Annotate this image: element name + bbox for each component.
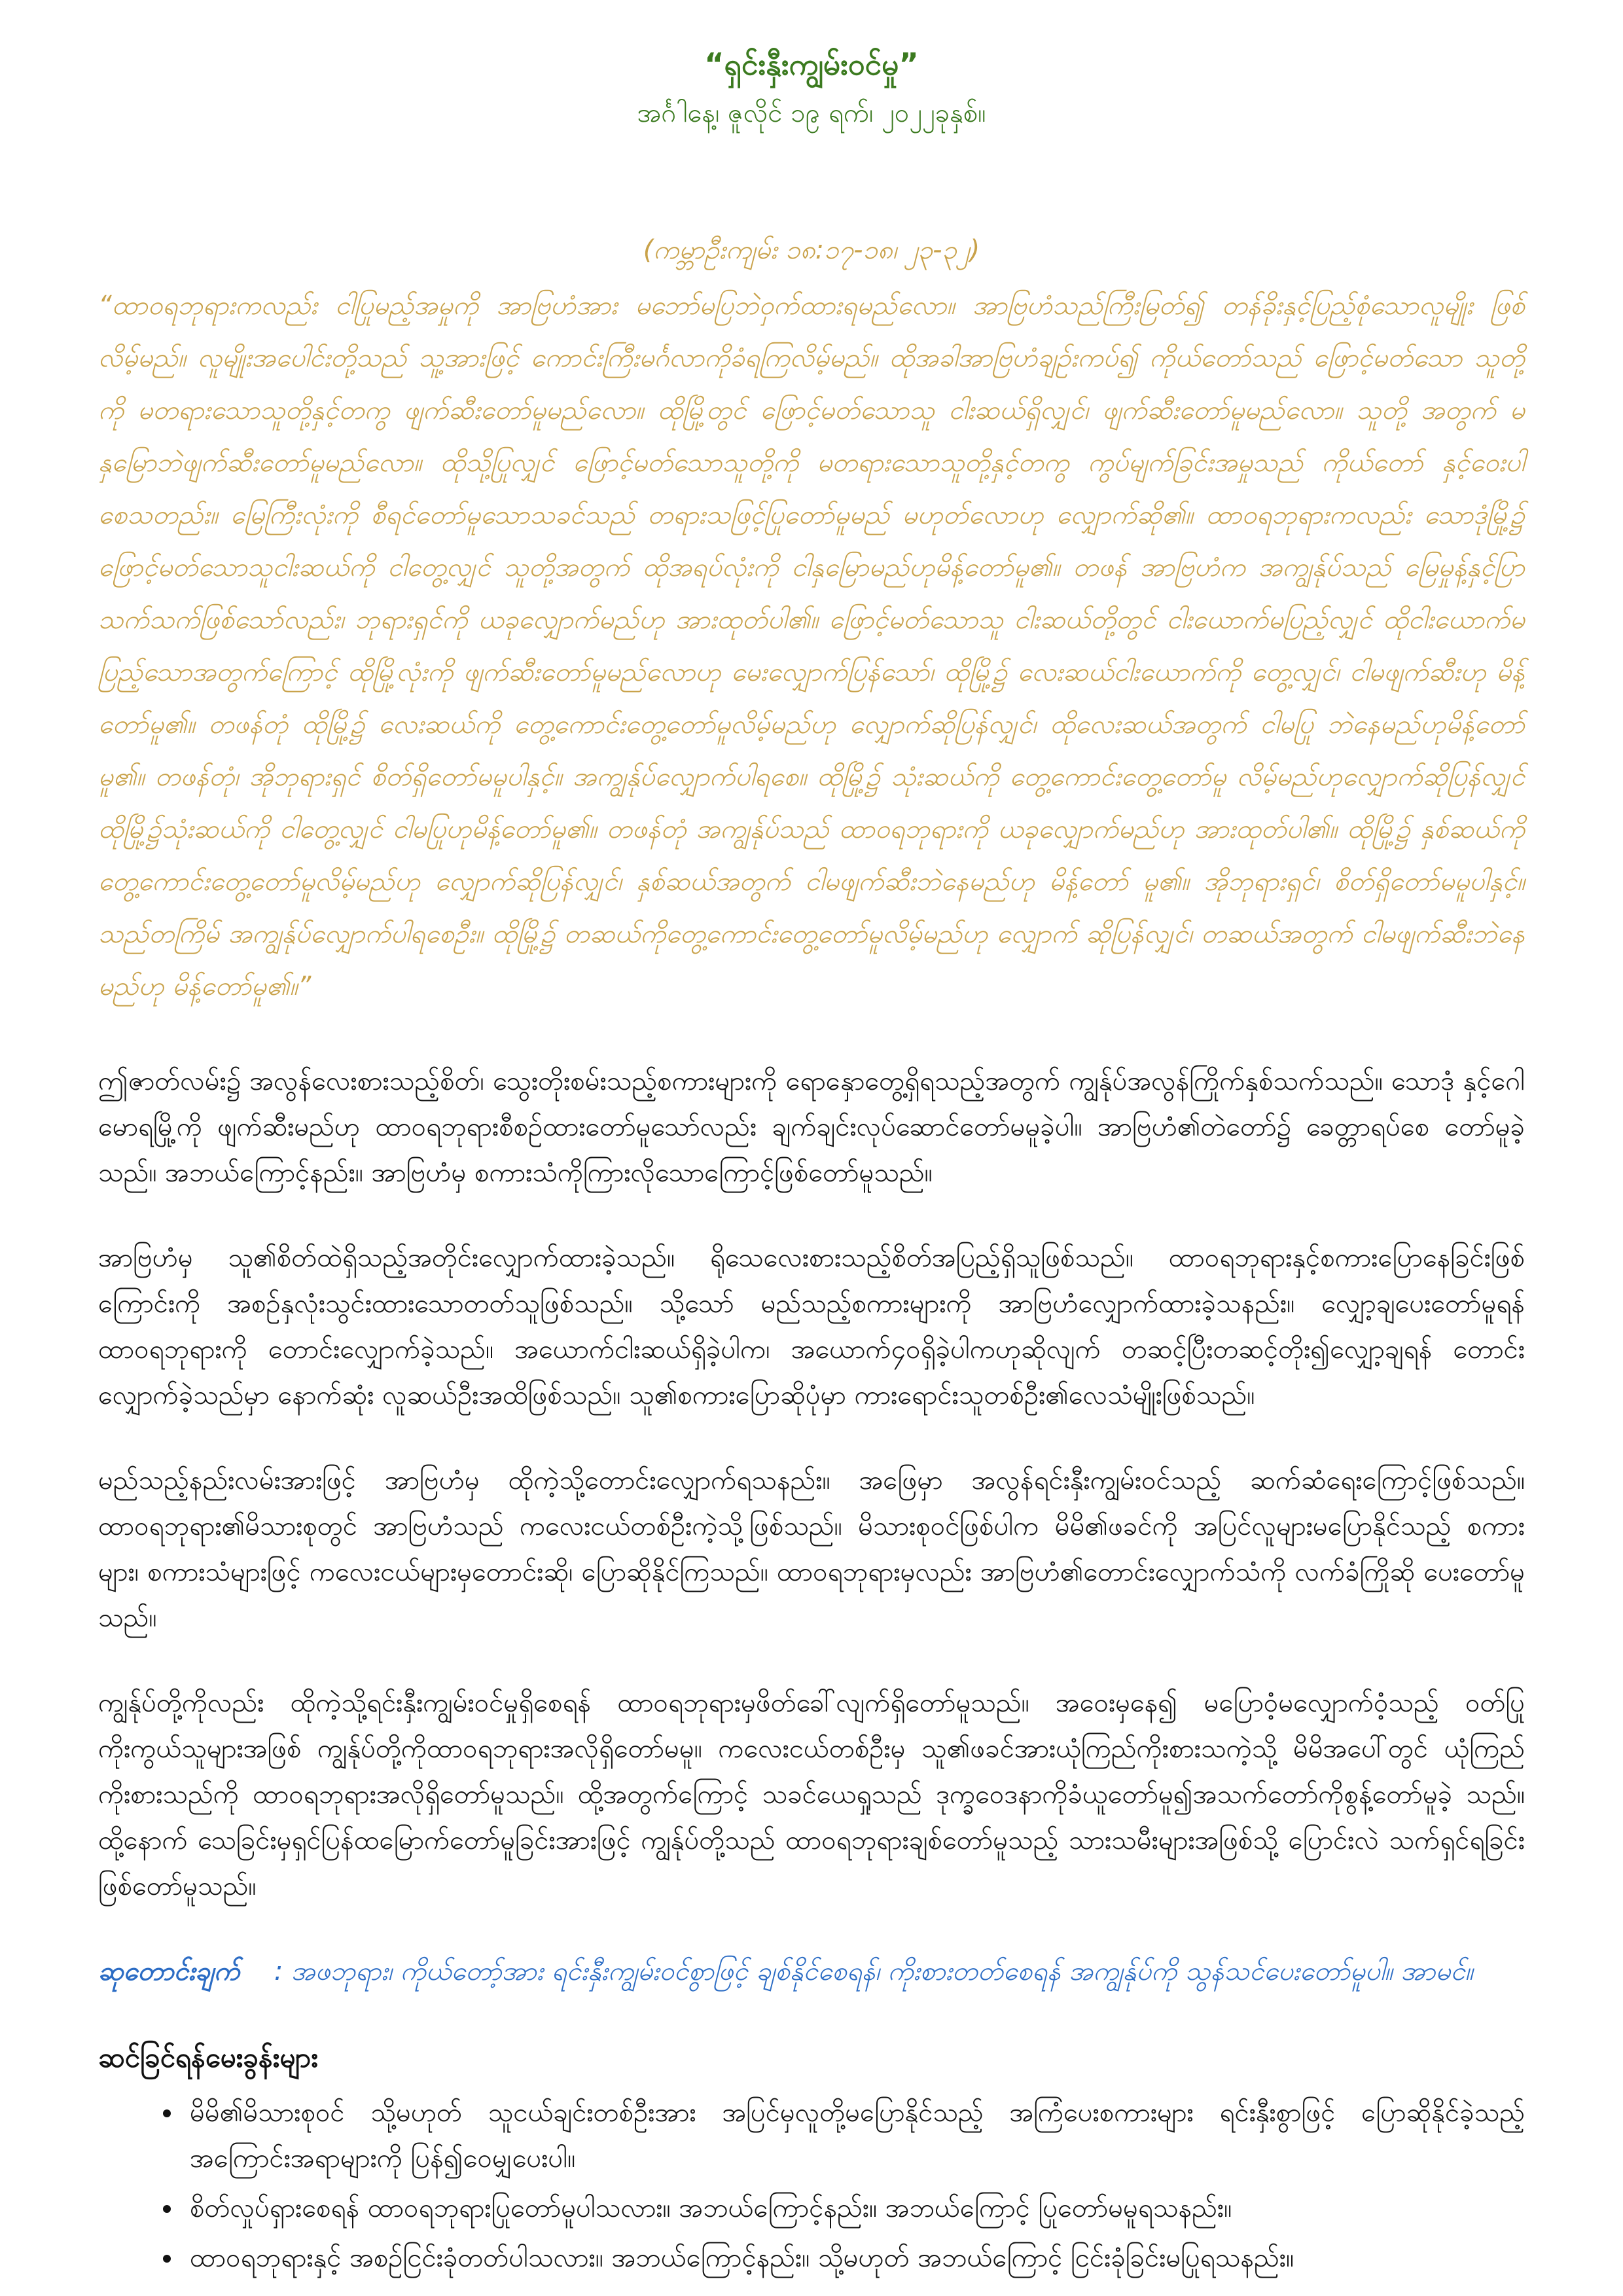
devotional-title: “ရှင်းနှီးကျွမ်းဝင်မှု” xyxy=(704,46,919,82)
body-paragraph-2: အာဗြဟံမှ သူ၏စိတ်ထဲရှိသည့်အတိုင်းလျှောက်ထားခဲ့သည်။ ရိုသေလေးစားသည့်စိတ်အပြည့်ရှိသူဖြစ်သည်။ ထာဝရဘုရားနှင့်စကားပြောနေခြင်းဖြစ် ကြောင်းကို အစဉ်နှလုံးသွင်းထားသောတတ်သူဖြစ်သည်။ သို့သော် မည်သည့်စကားများကို အာဗြဟံလျှောက်ထားခဲ့သနည်း။ လျှော့ချပေးတော်မူရန် ထာဝရဘုရားကို တောင်းလျှောက်ခဲ့သည်။ အယောက်ငါးဆယ်ရှိခဲ့ပါက၊ အယောက်၄၀ရှိခဲ့ပါကဟုဆိုလျက် တဆင့်ပြီးတဆင့်တိုး၍လျှော့ချရန် တောင်း လျှောက်ခဲ့သည်မှာ နောက်ဆုံး လူဆယ်ဦးအထိဖြစ်သည်။ သူ၏စကားပြောဆိုပုံမှာ ကားရောင်းသူတစ်ဦး၏လေသံမျိုးဖြစ်သည်။ xyxy=(98,1243,1525,1410)
question-item-3: • ထာဝရဘုရားနှင့် အစဉ်ငြင်းခုံတတ်ပါသလား။ အဘယ်ကြောင့်နည်း။ သို့မဟုတ် အဘယ်ကြောင့် ငြင်းခုံခြင်းမပြုရသနည်း။ xyxy=(183,2235,1525,2281)
questions-list xyxy=(98,2090,1525,2281)
scripture-reference: (ကမ္ဘာဦးကျမ်း ၁၈:၁၇-၁၈၊ ၂၃-၃၂) xyxy=(643,235,980,265)
body-paragraph-4: ကျွန်ုပ်တို့ကိုလည်း ထိုကဲ့သို့ရင်းနှီးကျွမ်းဝင်မှုရှိစေရန် ထာဝရဘုရားမှဖိတ်ခေါ်လျက်ရှိတော်မူသည်။ အဝေးမှနေ၍ မပြောဝံ့မလျှောက်ဝံ့သည့် ဝတ်ပြု ကိုးကွယ်သူများအဖြစ် ကျွန်ုပ်တို့ကိုထာဝရဘုရားအလိုရှိတော်မမူ။ ကလေးငယ်တစ်ဦးမှ သူ၏ဖခင်အားယုံကြည်ကိုးစားသကဲ့သို့ မိမိအပေါ်တွင် ယုံကြည် ကိုးစားသည်ကို ထာဝရဘုရားအလိုရှိတော်မူသည်။ ထို့အတွက်ကြောင့် သခင်ယေရှုသည် ဒုက္ခဝေဒနာကိုခံယူတော်မူ၍အသက်တော်ကိုစွန့်တော်မူခဲ့ သည်။ ထို့နောက် သေခြင်းမှရှင်ပြန်ထမြောက်တော်မူခြင်းအားဖြင့် ကျွန်ုပ်တို့သည် ထာဝရဘုရားချစ်တော်မူသည့် သားသမီးများအဖြစ်သို့ ပြောင်းလဲ သက်ရှင်ရခြင်းဖြစ်တော်မူသည်။ xyxy=(98,1688,1525,1901)
questions-title: ဆင်ခြင်ရန်မေးခွန်းများ xyxy=(98,2041,318,2073)
prayer-section xyxy=(98,1948,1525,1994)
question-item-1: • မိမိ၏မိသားစုဝင် သို့မဟုတ် သူငယ်ချင်းတစ်ဦးအား အပြင်မှလူတို့မပြောနိုင်သည့် အကြံပေးစကားများ ရင်းနှီးစွာဖြင့် ပြောဆိုနိုင်ခဲ့သည့် အကြောင်းအရာများကို ပြန်၍ဝေမျှပေးပါ။ xyxy=(183,2090,1525,2181)
devotional-date: အင်္ဂါနေ့၊ ဇူလိုင် ၁၉ ရက်၊ ၂၀၂၂ခုနှစ်။ xyxy=(637,98,986,128)
question-item-2: • စိတ်လှုပ်ရှားစေရန် ထာဝရဘုရားပြုတော်မူပါသလား။ အဘယ်ကြောင့်နည်း။ အဘယ်ကြောင့် ပြုတော်မမူရသနည်း။ xyxy=(183,2185,1525,2231)
scripture-quote: “ထာဝရဘုရားကလည်း ငါပြုမည့်အမှုကို အာဗြဟံအား မဘော်မပြဘဲဝှက်ထားရမည်လော။ အာဗြဟံသည်ကြီးမြတ်၍ တန်ခိုးနှင့်ပြည့်စုံသောလူမျိုး ဖြစ်လိမ့်မည်။ လူမျိုးအပေါင်းတို့သည် သူ့အားဖြင့် ကောင်းကြီးမင်္ဂလာကိုခံရကြလိမ့်မည်။ ထိုအခါအာဗြဟံချဉ်းကပ်၍ ကိုယ်တော်သည် ဖြောင့်မတ်သော သူတို့ကို မတရားသောသူတို့နှင့်တကွ ဖျက်ဆီးတော်မူမည်လော။ ထိုမြို့တွင် ဖြောင့်မတ်သောသူ ငါးဆယ်ရှိလျှင်၊ ဖျက်ဆီးတော်မူမည်လော။ သူတို့ အတွက် မနှမြောဘဲဖျက်ဆီးတော်မူမည်လော။ ထိုသို့ပြုလျှင် ဖြောင့်မတ်သောသူတို့ကို မတရားသောသူတို့နှင့်တကွ ကွပ်မျက်ခြင်းအမှုသည် ကိုယ်တော် နှင့်ဝေးပါစေသတည်း။ မြေကြီးလုံးကို စီရင်တော်မူသောသခင်သည် တရားသဖြင့်ပြုတော်မူမည် မဟုတ်လောဟု လျှောက်ဆို၏။ ထာဝရဘုရားကလည်း သောဒုံမြို့၌ ဖြောင့်မတ်သောသူငါးဆယ်ကို ငါတွေ့လျှင် သူတို့အတွက် ထိုအရပ်လုံးကို ငါနှမြောမည်ဟုမိန့်တော်မူ၏။ တဖန် အာဗြဟံက အကျွန်ုပ်သည် မြေမှုန့်နှင့်ပြာသက်သက်ဖြစ်သော်လည်း၊ ဘုရားရှင်ကို ယခုလျှောက်မည်ဟု အားထုတ်ပါ၏။ ဖြောင့်မတ်သောသူ ငါးဆယ်တို့တွင် ငါးယောက်မပြည့်လျှင် ထိုငါးယောက်မပြည့်သောအတွက်ကြောင့် ထိုမြို့လုံးကို ဖျက်ဆီးတော်မူမည်လောဟု မေးလျှောက်ပြန်သော်၊ ထိုမြို့၌ လေးဆယ်ငါးယောက်ကို တွေ့လျှင်၊ ငါမဖျက်ဆီးဟု မိန့်တော်မူ၏။ တဖန်တုံ ထိုမြို့၌ လေးဆယ်ကို တွေ့ကောင်းတွေ့တော်မူလိမ့်မည်ဟု လျှောက်ဆိုပြန်လျှင်၊ ထိုလေးဆယ်အတွက် ငါမပြု ဘဲနေမည်ဟုမိန့်တော်မူ၏။ တဖန်တုံ၊ အိုဘုရားရှင် စိတ်ရှိတော်မမူပါနှင့်။ အကျွန်ုပ်လျှောက်ပါရစေ။ ထိုမြို့၌ သုံးဆယ်ကို တွေ့ကောင်းတွေ့တော်မူ လိမ့်မည်ဟုလျှောက်ဆိုပြန်လျှင် ထိုမြို့၌သုံးဆယ်ကို ငါတွေ့လျှင် ငါမပြုဟုမိန့်တော်မူ၏။ တဖန်တုံ အကျွန်ုပ်သည် ထာဝရဘုရားကို ယခုလျှောက်မည်ဟု အားထုတ်ပါ၏။ ထိုမြို့၌ နှစ်ဆယ်ကို တွေ့ကောင်းတွေ့တော်မူလိမ့်မည်ဟု လျှောက်ဆိုပြန်လျှင်၊ နှစ်ဆယ်အတွက် ငါမဖျက်ဆီးဘဲနေမည်ဟု မိန့်တော် မူ၏။ အိုဘုရားရှင်၊ စိတ်ရှိတော်မမူပါနှင့်။ သည်တကြိမ် အကျွန်ုပ်လျှောက်ပါရစေဦး။ ထိုမြို့၌ တဆယ်ကိုတွေ့ကောင်းတွေ့တော်မူလိမ့်မည်ဟု လျှောက် ဆိုပြန်လျှင်၊ တဆယ်အတွက် ငါမဖျက်ဆီးဘဲနေမည်ဟု မိန့်တော်မူ၏။” xyxy=(98,291,1525,1001)
body-paragraph-3: မည်သည့်နည်းလမ်းအားဖြင့် အာဗြဟံမှ ထိုကဲ့သို့တောင်းလျှောက်ရသနည်း။ အဖြေမှာ အလွန်ရင်းနှီးကျွမ်းဝင်သည့် ဆက်ဆံရေးကြောင့်ဖြစ်သည်။ ထာဝရဘုရား၏မိသားစုတွင် အာဗြဟံသည် ကလေးငယ်တစ်ဦးကဲ့သို့ဖြစ်သည်။ မိသားစုဝင်ဖြစ်ပါက မိမိ၏ဖခင်ကို အပြင်လူများမပြောနိုင်သည့် စကား များ၊ စကားသံများဖြင့် ကလေးငယ်များမှတောင်းဆို၊ ပြောဆိုနိုင်ကြသည်။ ထာဝရဘုရားမှလည်း အာဗြဟံ၏တောင်းလျှောက်သံကို လက်ခံကြိုဆို ပေးတော်မူသည်။ xyxy=(98,1465,1525,1633)
body-paragraph-1: ဤဇာတ်လမ်း၌ အလွန်လေးစားသည့်စိတ်၊ သွေးတိုးစမ်းသည့်စကားများကို ရောနှောတွေ့ရှိရသည့်အတွက် ကျွန်ုပ်အလွန်ကြိုက်နှစ်သက်သည်။ သောဒုံ နှင့်ဂေါမောရမြို့ကို ဖျက်ဆီးမည်ဟု ထာဝရဘုရားစီစဉ်ထားတော်မူသော်လည်း ချက်ချင်းလုပ်ဆောင်တော်မမူခဲ့ပါ။ အာဗြဟံ၏တဲတော်၌ ခေတ္တာရပ်စေ တော်မူခဲ့သည်။ အဘယ်ကြောင့်နည်း။ အာဗြဟံမှ စကားသံကိုကြားလိုသောကြောင့်ဖြစ်တော်မူသည်။ xyxy=(98,1066,1525,1188)
prayer-text: : အဖဘုရား၊ ကိုယ်တော့်အား ရင်းနှီးကျွမ်းဝင်စွာဖြင့် ချစ်နိုင်စေရန်၊ ကိုးစားတတ်စေရန် အကျွန်ုပ်ကို သွန်သင်ပေးတော်မူပါ။ အာမင်။ xyxy=(274,1956,1473,1986)
prayer-label: ဆုတောင်းချက် xyxy=(98,1956,240,1986)
